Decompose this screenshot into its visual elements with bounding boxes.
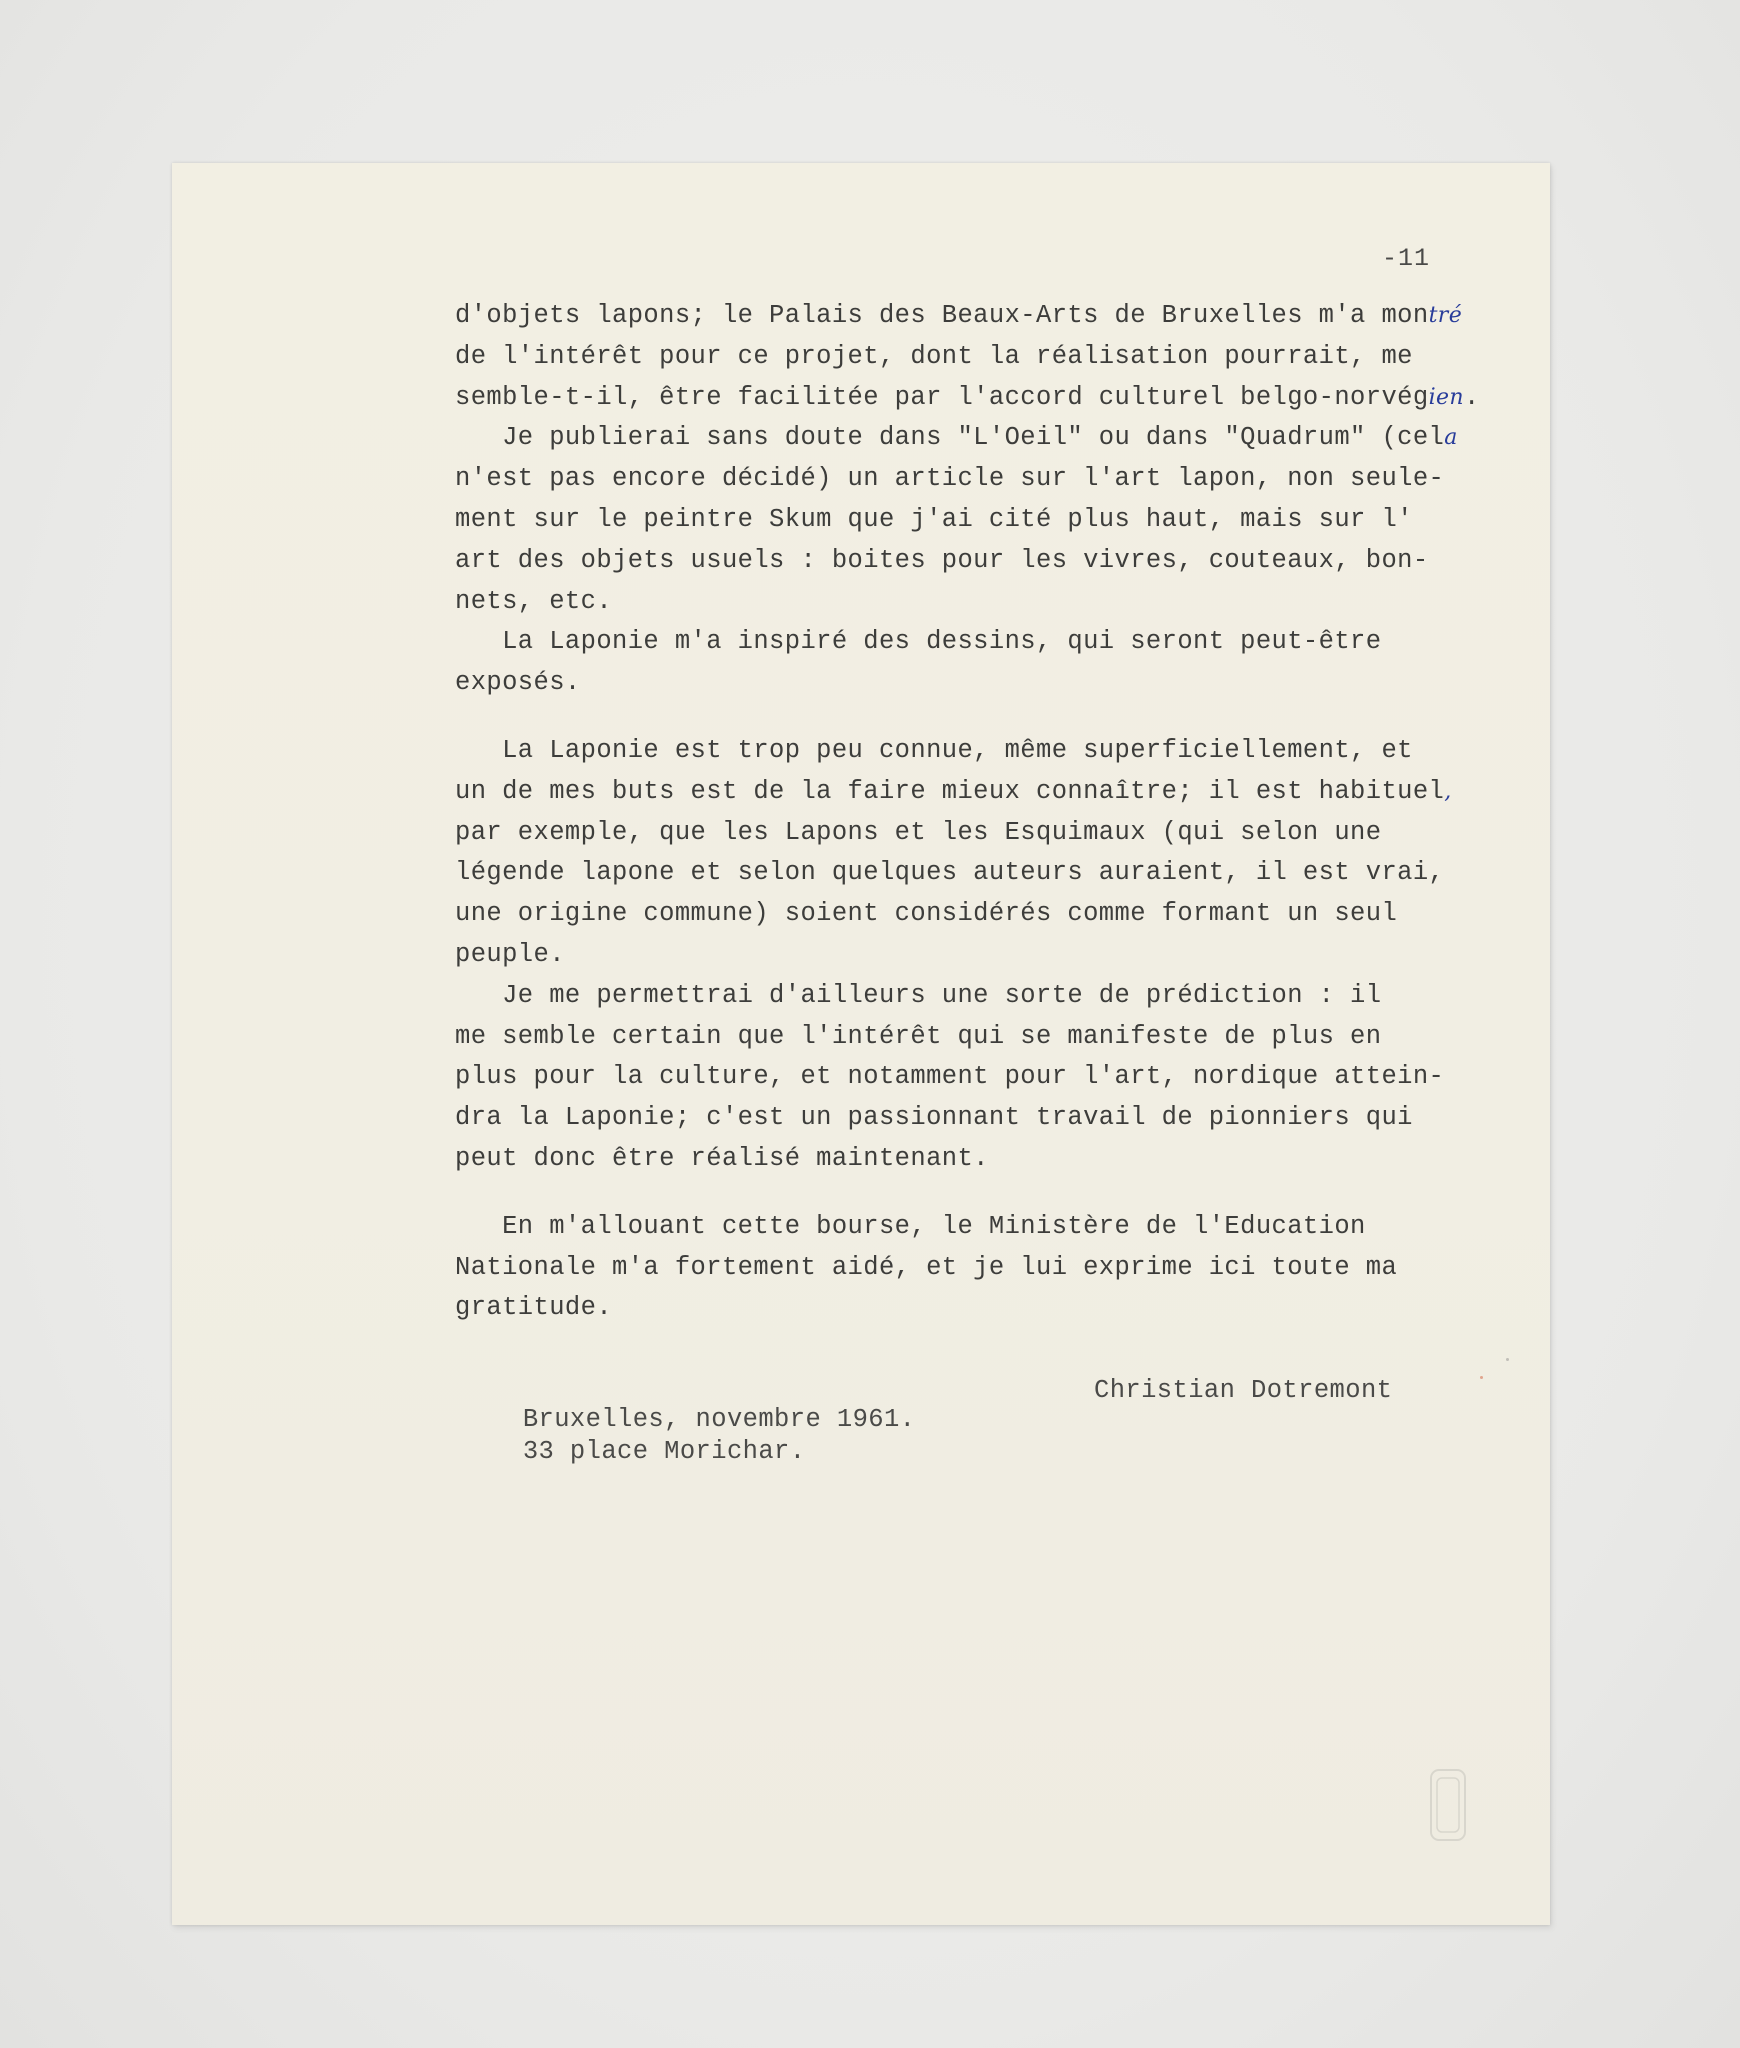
text-line <box>455 935 1515 976</box>
text-line <box>455 663 1515 704</box>
text-line <box>455 418 1515 459</box>
typed-text: peut donc être réalisé maintenant. <box>455 1143 989 1173</box>
text-line <box>455 813 1515 854</box>
closing-first-row <box>460 1376 1520 1434</box>
collection-stamp-mark <box>1428 1768 1468 1842</box>
text-line <box>455 582 1515 623</box>
typed-text: peuple. <box>455 939 565 969</box>
typed-text: ment sur le peintre Skum que j'ai cité plus haut, mais sur l' <box>455 504 1413 534</box>
typed-text: légende lapone et selon quelques auteurs auraient, il est vrai, <box>455 858 1445 888</box>
typed-text: La Laponie m'a inspiré des dessins, qui seront peut-être <box>455 627 1382 657</box>
handwritten-correction: a <box>1444 425 1458 451</box>
text-line <box>455 731 1515 772</box>
text-line <box>455 622 1515 663</box>
text-line <box>455 1139 1515 1180</box>
typed-text: La Laponie est trop peu connue, même superficiellement, et <box>455 735 1413 765</box>
typed-text: Nationale m'a fortement aidé, et je lui exprime ici toute ma <box>455 1252 1398 1282</box>
text-line <box>455 1057 1515 1098</box>
typed-text: d'objets lapons; le Palais des Beaux-Arts de Bruxelles m'a mon <box>455 301 1429 330</box>
closing-second-row <box>460 1408 1520 1466</box>
text-line <box>455 541 1515 582</box>
closing-block <box>460 1376 1520 1466</box>
typed-text: un de mes buts est de la faire mieux connaître; il est habituel <box>455 776 1445 806</box>
typed-text: En m'allouant cette bourse, le Ministère de l'Education <box>455 1211 1366 1241</box>
typed-text: dra la Laponie; c'est un passionnant travail de pionniers qui <box>455 1103 1413 1133</box>
text-line <box>455 296 1515 337</box>
signature-name: Christian Dotremont <box>1094 1376 1393 1405</box>
text-line <box>455 894 1515 935</box>
text-line <box>455 1207 1515 1248</box>
text-line <box>455 853 1515 894</box>
text-line <box>455 500 1515 541</box>
typed-text: me semble certain que l'intérêt qui se manifeste de plus en <box>455 1021 1382 1051</box>
letter-body <box>455 296 1515 1329</box>
text-line <box>455 337 1515 378</box>
typed-text: art des objets usuels : boites pour les vivres, couteaux, bon- <box>455 545 1429 575</box>
text-line <box>455 1017 1515 1058</box>
paper-speck <box>1506 1358 1509 1361</box>
text-line <box>455 1248 1515 1289</box>
typed-text: Je me permettrai d'ailleurs une sorte de prédiction : il <box>455 980 1382 1010</box>
text-line <box>455 1288 1515 1329</box>
text-line <box>455 378 1515 419</box>
address: 33 place Morichar. <box>522 1437 806 1466</box>
typed-text: exposés. <box>455 668 581 698</box>
typed-text: n'est pas encore décidé) un article sur l'art lapon, non seule- <box>455 464 1445 494</box>
typed-text: Je publierai sans doute dans "L'Oeil" ou dans "Quadrum" (cel <box>455 423 1445 453</box>
handwritten-correction: , <box>1444 778 1452 804</box>
page-number: -11 <box>1382 244 1431 273</box>
text-line <box>455 1098 1515 1139</box>
text-line <box>455 772 1515 813</box>
typed-text: plus pour la culture, et notamment pour l'art, nordique attein- <box>455 1062 1445 1092</box>
typed-text: une origine commune) soient considérés comme formant un seul <box>455 899 1398 929</box>
typed-text: gratitude. <box>455 1293 613 1323</box>
typed-text: par exemple, que les Lapons et les Esquimaux (qui selon une <box>455 817 1382 847</box>
typed-text: de l'intérêt pour ce projet, dont la réalisation pourrait, me <box>455 341 1413 371</box>
typed-text: nets, etc. <box>455 586 613 616</box>
text-line <box>455 459 1515 500</box>
paper-speck <box>1480 1376 1483 1379</box>
place-date: Bruxelles, novembre 1961. <box>522 1405 916 1434</box>
paragraph-gap <box>455 1180 1515 1207</box>
handwritten-correction: ien <box>1428 384 1464 410</box>
typed-text: semble-t-il, être facilitée par l'accord culturel belgo-norvég <box>455 382 1429 412</box>
handwritten-correction: tré <box>1428 303 1463 328</box>
paragraph-gap <box>455 704 1515 731</box>
text-line <box>455 976 1515 1017</box>
typed-punctuation: . <box>1464 382 1480 412</box>
